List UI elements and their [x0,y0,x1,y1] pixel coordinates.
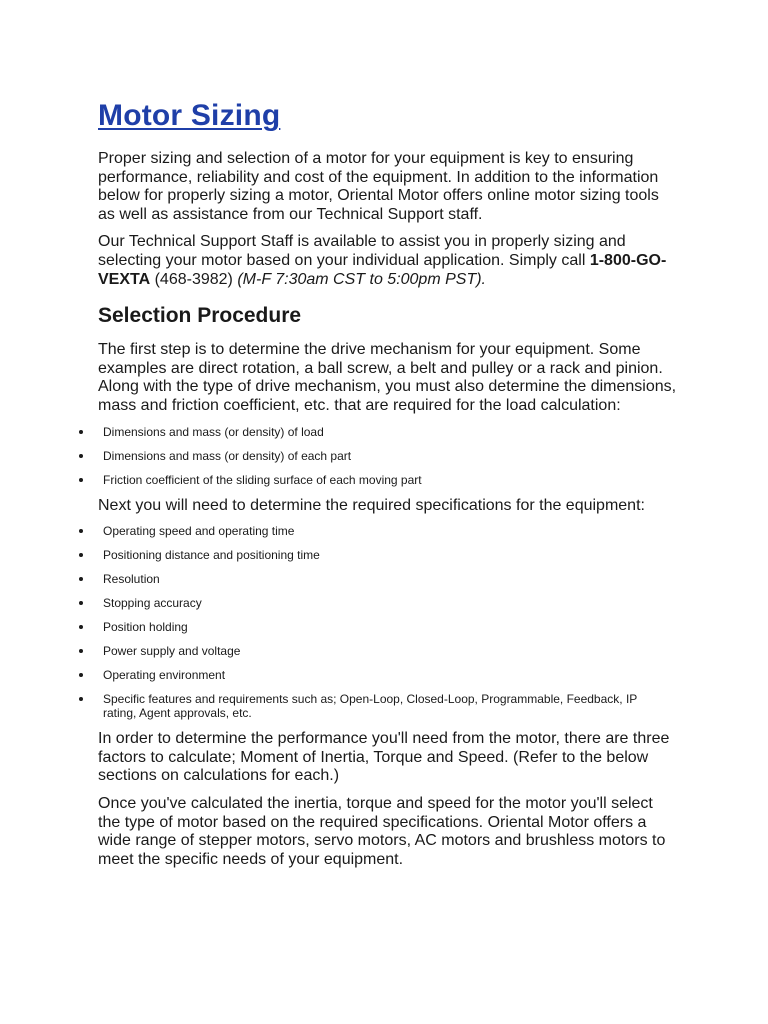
bullet-icon [79,649,83,653]
document-page [98,96,678,878]
motor-selection-paragraph: Once you've calculated the inertia, torque and speed for the motor you'll select the type of motor based on the required specifications. Oriental Motor offers a wide range of stepper motors, servo motors, AC motors and brushless motors to meet the specific needs of your equipment. [98,794,666,868]
list-item-text: Dimensions and mass (or density) of each part [103,448,352,463]
list-item [98,425,673,439]
bullet-icon [79,454,83,458]
support-hours: (M-F 7:30am CST to 5:00pm PST). [237,270,486,288]
section-heading: Selection Procedure [98,304,302,328]
list-item [98,692,673,720]
bullet-icon [79,673,83,677]
performance-paragraph: In order to determine the performance you'll need from the motor, there are three factors to calculate; Moment of Inertia, Torque and Speed. (Refer to the below sections on calculations for each.) [98,730,670,785]
list-item [98,449,673,463]
list-item [98,620,673,634]
list-item [98,473,673,487]
list-item-text: Operating speed and operating time [103,524,295,539]
load-calculation-list [98,425,678,487]
list-item-text: Operating environment [103,668,226,683]
page-title[interactable]: Motor Sizing [98,99,281,132]
list-item [98,596,673,610]
phone-number: (468-3982) [150,270,238,288]
bullet-icon [79,430,83,434]
drive-mechanism-paragraph: The first step is to determine the drive mechanism for your equipment. Some examples are direct rotation, a ball screw, a belt and pulley or a rack and pinion. Along with the type of drive mechanism, you must also determine the dimensions, mass and friction coefficient, etc. that are required for the load calculation: [98,341,677,414]
phone-vanity: 1-800-GO-VEXTA [98,251,667,288]
bullet-icon [79,478,83,482]
list-item-text: Specific features and requirements such as; Open-Loop, Closed-Loop, Programmable, Feedback, IP rating, Agent approvals, etc. [103,692,638,721]
bullet-icon [79,577,83,581]
list-item-text: Positioning distance and positioning time [103,548,320,563]
bullet-icon [79,625,83,629]
support-paragraph [98,233,678,289]
list-item-text: Dimensions and mass (or density) of load [103,424,324,439]
bullet-icon [79,553,83,557]
specifications-list [98,524,678,720]
support-text: Our Technical Support Staff is available to assist you in properly sizing and selecting your motor based on your individual application. Simply call [98,233,626,269]
list-item [98,572,673,586]
list-item [98,548,673,562]
list-item [98,524,673,538]
list-item-text: Stopping accuracy [103,596,202,611]
list-item-text: Position holding [103,620,188,635]
list-item [98,644,673,658]
list-item-text: Resolution [103,572,160,587]
specifications-paragraph: Next you will need to determine the required specifications for the equipment: [98,496,645,514]
bullet-icon [79,529,83,533]
bullet-icon [79,697,83,701]
list-item-text: Friction coefficient of the sliding surface of each moving part [103,472,422,487]
list-item-text: Power supply and voltage [103,644,241,659]
list-item [98,668,673,682]
bullet-icon [79,601,83,605]
intro-paragraph: Proper sizing and selection of a motor for your equipment is key to ensuring performance, reliability and cost of the equipment. In addition to the information below for properly sizing a motor, Oriental Motor offers online motor sizing tools as well as assistance from our Technical Support staff. [98,150,659,223]
